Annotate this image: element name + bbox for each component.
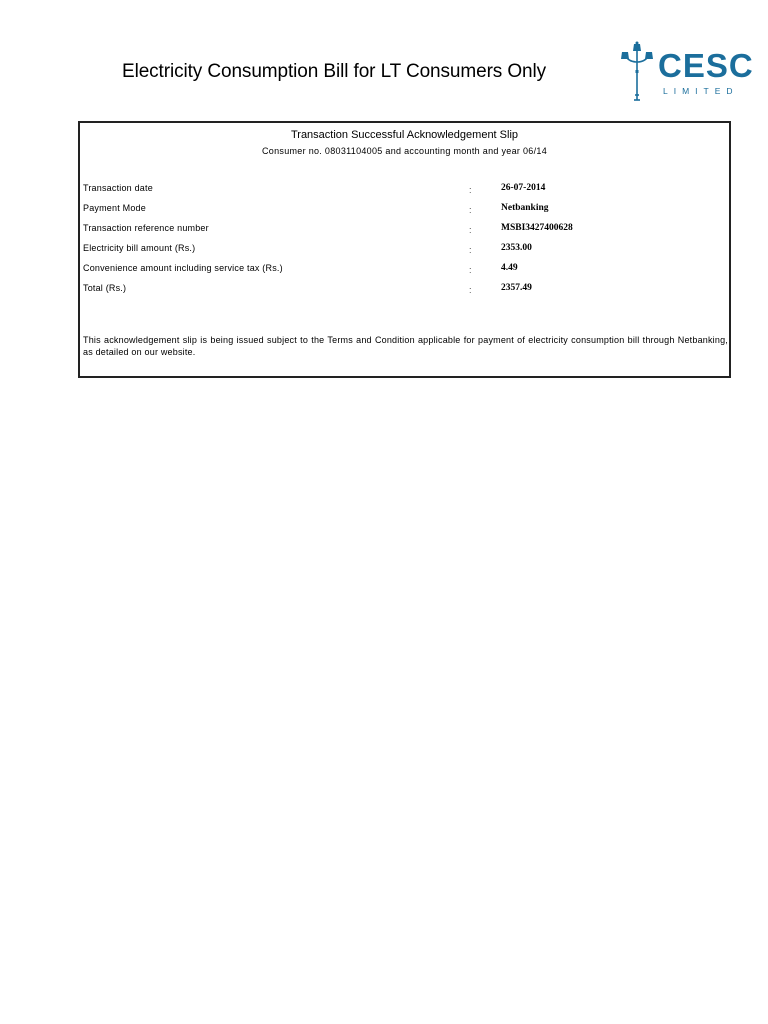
slip-subtitle: Consumer no. 08031104005 and accounting month and year 06/14 bbox=[261, 146, 548, 156]
detail-separator: : bbox=[469, 205, 472, 215]
cesc-logo bbox=[620, 40, 768, 104]
detail-row-bill-amount bbox=[83, 241, 723, 261]
detail-value: 2357.49 bbox=[501, 283, 532, 293]
detail-row-reference-number bbox=[83, 221, 723, 241]
detail-label: Transaction reference number bbox=[83, 223, 209, 233]
lamp-post-icon bbox=[620, 40, 656, 104]
detail-separator: : bbox=[469, 265, 472, 275]
acknowledgement-slip bbox=[78, 121, 731, 378]
detail-label: Electricity bill amount (Rs.) bbox=[83, 243, 196, 253]
detail-value: 2353.00 bbox=[501, 243, 532, 253]
detail-value: MSBI3427400628 bbox=[501, 223, 573, 233]
logo-subtitle: LIMITED bbox=[663, 86, 739, 96]
detail-label: Payment Mode bbox=[83, 203, 146, 213]
detail-label: Transaction date bbox=[83, 183, 153, 193]
detail-value: 26-07-2014 bbox=[501, 183, 546, 193]
detail-separator: : bbox=[469, 225, 472, 235]
terms-note: This acknowledgement slip is being issued subject to the Terms and Condition applicable for payment of electricity consumption bill through Netbanking, as detailed on our website. bbox=[83, 335, 728, 357]
detail-separator: : bbox=[469, 285, 472, 295]
detail-row-convenience-amount bbox=[83, 261, 723, 281]
detail-label: Convenience amount including service tax (Rs.) bbox=[83, 263, 283, 273]
detail-label: Total (Rs.) bbox=[83, 283, 127, 293]
transaction-details bbox=[83, 181, 723, 301]
detail-value: Netbanking bbox=[501, 203, 549, 213]
detail-row-transaction-date bbox=[83, 181, 723, 201]
page-title: Electricity Consumption Bill for LT Consumers Only bbox=[122, 61, 547, 82]
detail-row-total bbox=[83, 281, 723, 301]
detail-separator: : bbox=[469, 245, 472, 255]
detail-separator: : bbox=[469, 185, 472, 195]
slip-title: Transaction Successful Acknowledgement Slip bbox=[290, 129, 519, 141]
detail-row-payment-mode bbox=[83, 201, 723, 221]
detail-value: 4.49 bbox=[501, 263, 518, 273]
logo-name: CESC bbox=[658, 47, 754, 84]
